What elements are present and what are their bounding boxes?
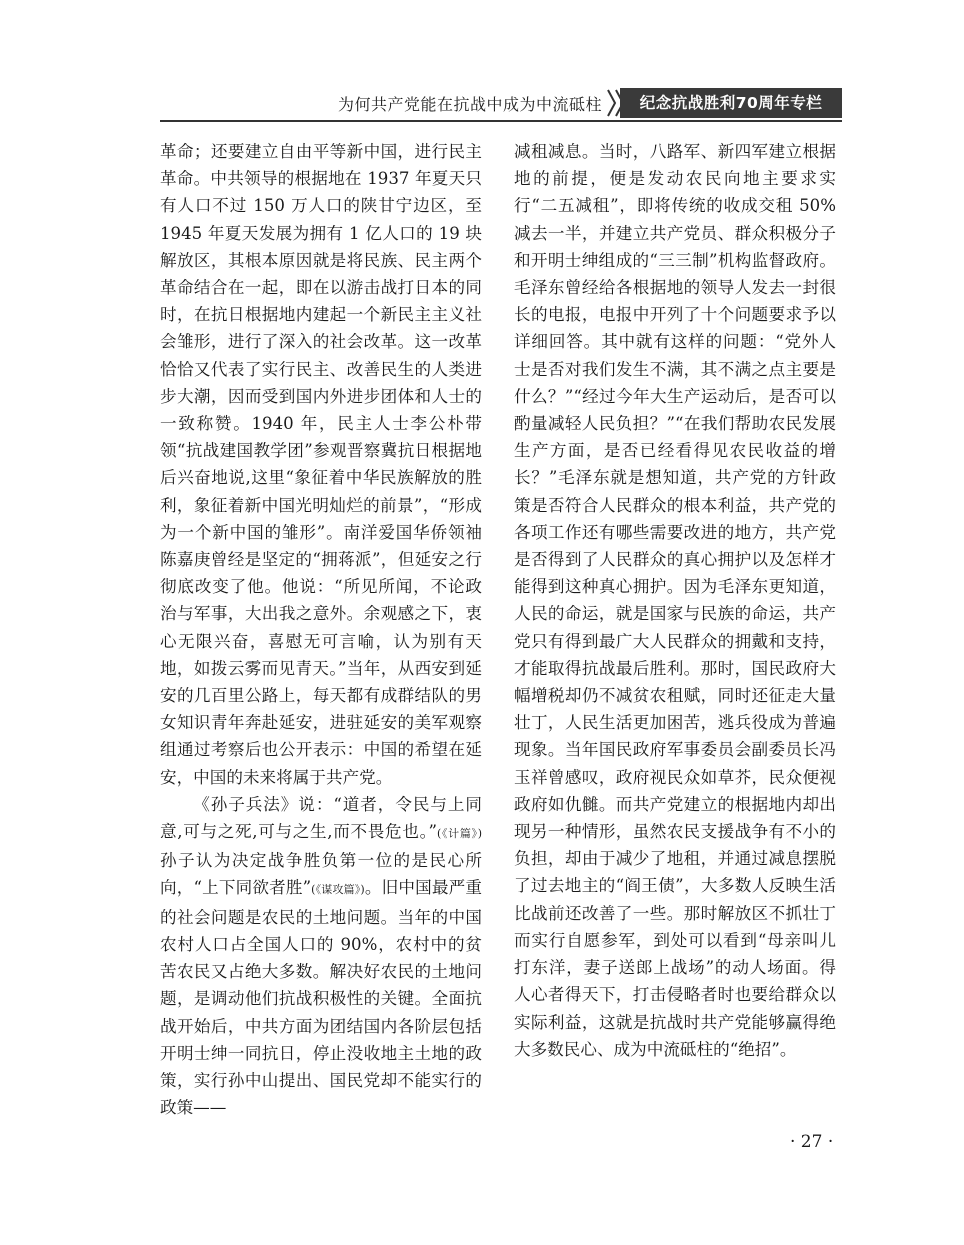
left-paragraph-1: 革命；还要建立自由平等新中国，进行民主革命。中共领导的根据地在 1937 年夏天只有人口不过 150 万人口的陕甘宁边区，至 1945 年夏天发展为拥有 1 亿人口的 19 块解放区，其根本原因就是将民族、民主两个革命结合在一起，即在以游击战打日本的同时，在抗日根据地内建起一个新民主主义社会雏形，进行了深入的社会改革。这一改革恰恰又代表了实行民主、改善民生的人类进步大潮，因而受到国内外进步团体和人士的一致称赞。1940 年，民主人士李公朴带领“抗战建国教学团”参观晋察冀抗日根据地后兴奋地说,这里“象征着中华民族解放的胜利，象征着新中国光明灿烂的前景”，“形成为一个新中国的雏形”。南洋爱国华侨领袖陈嘉庚曾经是坚定的“拥蒋派”，但延安之行彻底改变了他。他说：“所见所闻，不论政治与军事，大出我之意外。余观感之下，衷心无限兴奋，喜慰无可言喻，认为别有天地，如拨云雾而见青天。”当年，从西安到延安的几百里公路上，每天都有成群结队的男女知识青年奔赴延安，进驻延安的美军观察组通过考察后也公开表示：中国的希望在延安，中国的未来将属于共产党。: [160, 142, 482, 787]
header-rule: [160, 120, 842, 122]
sunzi-quote: 《孙子兵法》说：“道者，令民与上同意,可与之死,可与之生,而不畏危也。”: [160, 794, 482, 842]
right-paragraph-1: 减租减息。当时，八路军、新四军建立根据地的前提，便是发动农民向地主要求实行“二五减租”，即将传统的收成交租 50% 减去一半，并建立共产党员、群众积极分子和开明士绅组成的“三三制”机构监督政府。毛泽东曾经给各根据地的领导人发去一封很长的电报，电报中开列了十个问题要求予以详细回答。其中就有这样的问题：“党外人士是否对我们发生不满，其不满之点主要是什么？”“经过今年大生产运动后，是否可以酌量减轻人民负担？”“在我们帮助农民发展生产方面，是否已经看得见农民收益的增长？”毛泽东就是想知道，共产党的方针政策是否符合人民群众的根本利益，共产党的各项工作还有哪些需要改进的地方，共产党是否得到了人民群众的真心拥护以及怎样才能得到这种真心拥护。因为毛泽东更知道，人民的命运，就是国家与民族的命运，共产党只有得到最广大人民群众的拥戴和支持，才能取得抗战最后胜利。那时，国民政府大幅增税却仍不减贫农租赋，同时还征走大量壮丁，人民生活更加困苦，逃兵役成为普遍现象。当年国民政府军事委员会副委员长冯玉祥曾感叹，政府视民众如草芥，民众便视政府如仇雠。而共产党建立的根据地内却出现另一种情形，虽然农民支援战争有不小的负担，却由于减少了地租，并通过减息摆脱了过去地主的“阎王债”，大多数人反映生活比战前还改善了一些。那时解放区不抓壮丁而实行自愿参军，到处可以看到“母亲叫儿打东洋，妻子送郎上战场”的动人场面。得人心者得天下，打击侵略者时也要给群众以实际利益，这就是抗战时共产党能够赢得绝大多数民心、成为中流砥柱的“绝招”。: [514, 142, 836, 1059]
column-banner: 纪念抗战胜利70周年专栏: [620, 88, 842, 118]
left-column: [160, 138, 482, 1121]
right-column: [514, 138, 836, 1063]
citation-mou-gong-pian: (《谋攻篇》): [311, 883, 365, 897]
left-paragraph-2: [160, 791, 482, 1121]
page-number: · 27 ·: [790, 1132, 834, 1152]
sunzi-commentary: 孙子认为决定战争胜负第一位的是民心所向，“上下同欲者胜”: [160, 851, 482, 898]
article-title: 为何共产党能在抗战中成为中流砥柱: [337, 95, 602, 114]
land-question-text: 。旧中国最严重的社会问题是农民的土地问题。当年的中国农村人口占全国人口的 90%，农村中的贫苦农民又占绝大多数。解决好农民的土地问题，是调动他们抗战积极性的关键。全面抗战开始后，中共方面为团结国内各阶层包括开明士绅一同抗日，停止没收地主土地的政策，实行孙中山提出、国民党却不能实行的政策——: [160, 878, 482, 1118]
citation-ji-pian: (《计篇》): [437, 827, 482, 841]
running-header: [160, 88, 842, 118]
